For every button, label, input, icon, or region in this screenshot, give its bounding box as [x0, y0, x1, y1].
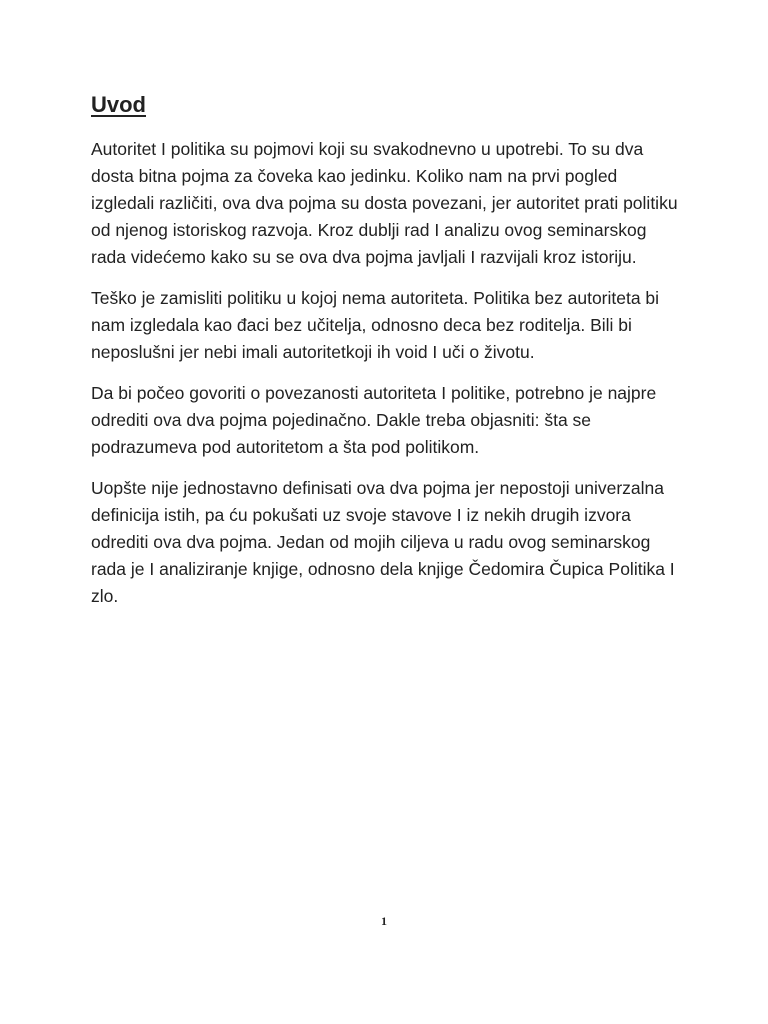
- document-body: [91, 136, 681, 624]
- paragraph-2: Teško je zamisliti politiku u kojoj nema autoriteta. Politika bez autoriteta bi nam izgledala kao đaci bez učitelja, odnosno deca bez roditelja. Bili bi neposlušni jer nebi imali autoritetkoji ih void I uči o životu.: [91, 288, 660, 362]
- paragraph-3: Da bi počeo govoriti o povezanosti autoriteta I politike, potrebno je najpre odrediti ova dva pojma pojedinačno. Dakle treba objasniti: šta se podrazumeva pod autoritetom a šta pod politikom.: [91, 383, 657, 457]
- paragraph-1: Autoritet I politika su pojmovi koji su svakodnevno u upotrebi. To su dva dosta bitna pojma za čoveka kao jedinku. Koliko nam na prvi pogled izgledali različiti, ova dva pojma su dosta povezani, jer autoritet prati politiku od njenog istoriskog razvoja. Kroz dublji rad I analizu ovog seminarskog rada videćemo kako su se ova dva pojma javljali I razvijali kroz istoriju.: [91, 139, 678, 267]
- page-number: 1: [381, 914, 387, 928]
- paragraph-4: Uopšte nije jednostavno definisati ova dva pojma jer nepostoji univerzalna definicija istih, pa ću pokušati uz svoje stavove I iz nekih drugih izvora odrediti ova dva pojma. Jedan od mojih ciljeva u radu ovog seminarskog rada je I analiziranje knjige, odnosno dela knjige Čedomira Čupica Politika I zlo.: [91, 478, 675, 606]
- section-heading: Uvod: [91, 92, 146, 117]
